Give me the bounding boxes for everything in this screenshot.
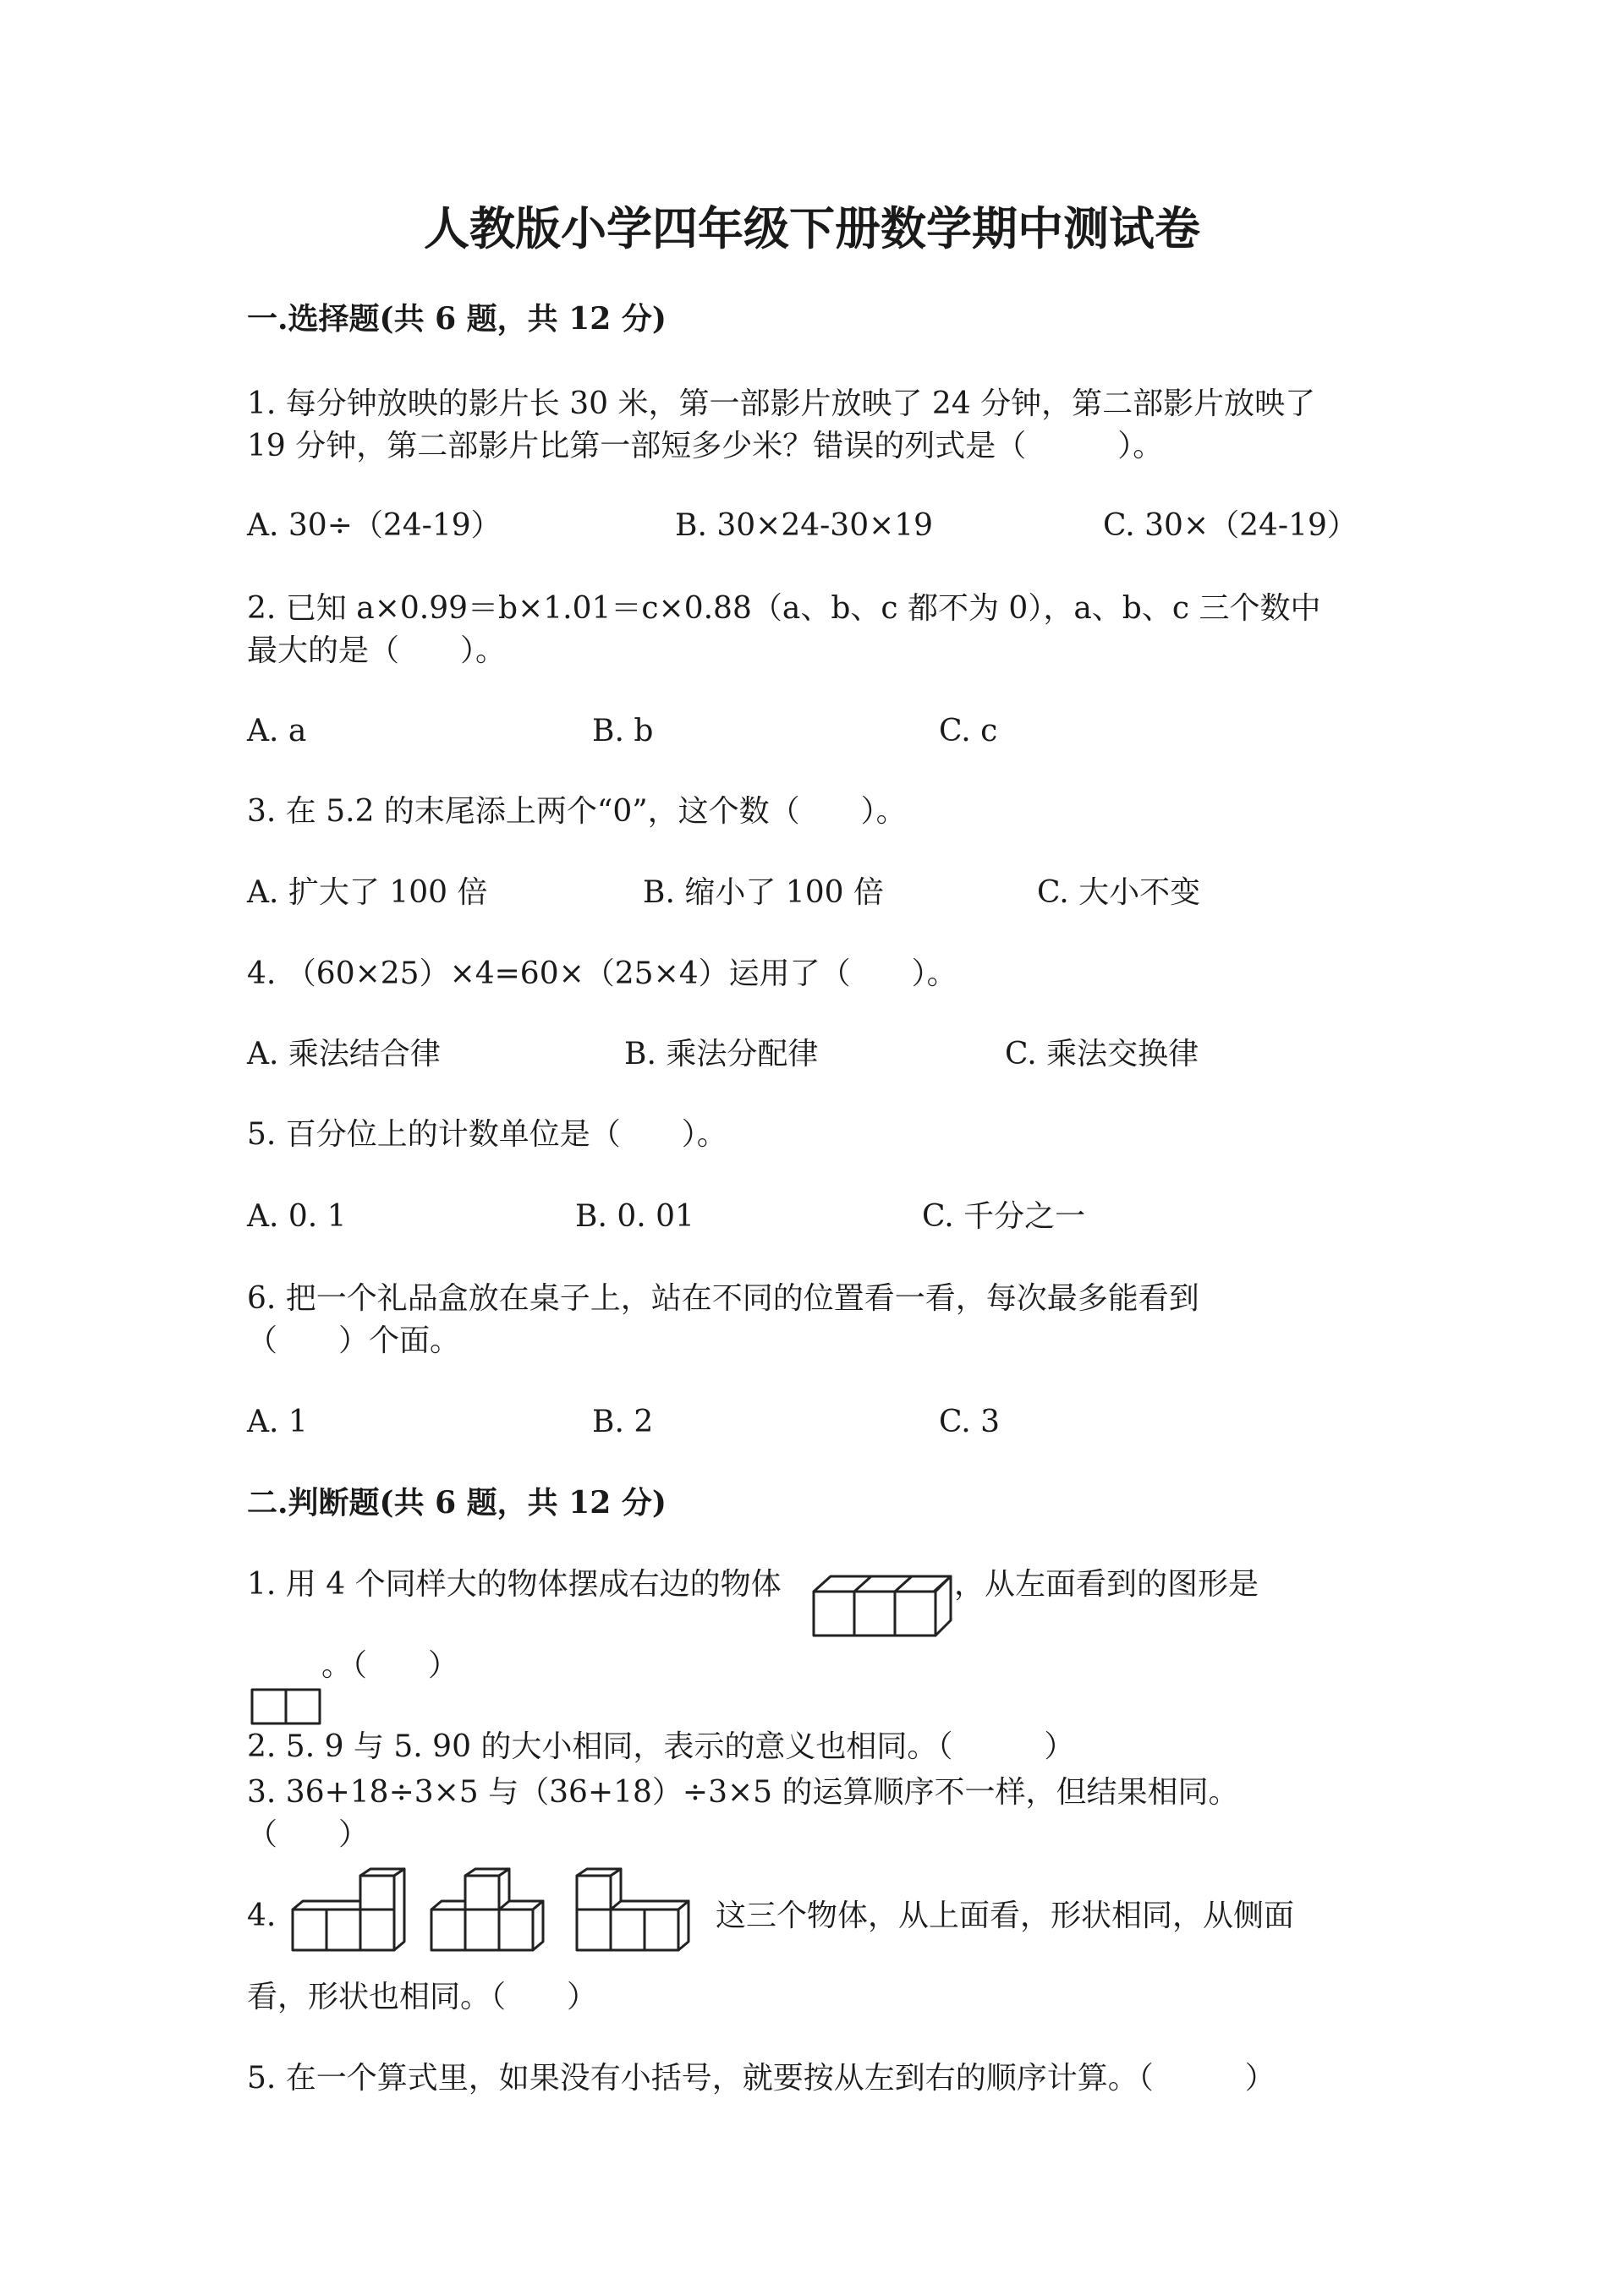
question-3-option-b: B. 缩小了 100 倍 — [643, 875, 884, 910]
left-view-two-squares-figure — [250, 1688, 323, 1725]
question-1-option-a: A. 30÷（24-19） — [247, 508, 502, 543]
question-5-option-c: C. 千分之一 — [922, 1199, 1086, 1234]
question-2-option-c: C. c — [939, 714, 998, 748]
question-2-line-2: 最大的是（ ）。 — [247, 633, 507, 668]
question-6-option-b: B. 2 — [592, 1405, 654, 1439]
section-heading-choice: 一.选择题(共 6 题，共 12 分) — [247, 301, 667, 337]
judgement-1-line-2: 。（ ） — [321, 1648, 459, 1683]
judgement-4-number: 4. — [247, 1899, 277, 1933]
question-6-line-2: （ ）个面。 — [247, 1323, 461, 1358]
question-1-option-c: C. 30×（24-19） — [1103, 508, 1358, 543]
judgement-4-line-2: 看，形状也相同。（ ） — [247, 1980, 598, 2014]
question-5-line-1: 5. 百分位上的计数单位是（ ）。 — [247, 1117, 727, 1152]
judgement-3-line-2: （ ） — [247, 1817, 370, 1852]
question-6-line-1: 6. 把一个礼品盒放在桌子上，站在不同的位置看一看，每次最多能看到 — [247, 1281, 1199, 1316]
question-4-option-b: B. 乘法分配律 — [624, 1037, 819, 1071]
question-3-option-c: C. 大小不变 — [1037, 875, 1201, 910]
question-2-line-1: 2. 已知 a×0.99＝b×1.01＝c×0.88（a、b、c 都不为 0），a、b、c 三个数中 — [247, 591, 1321, 626]
question-5-option-b: B. 0. 01 — [575, 1199, 694, 1234]
question-2-option-b: B. b — [592, 714, 654, 748]
question-6-option-a: A. 1 — [247, 1405, 308, 1439]
judgement-3-line-1: 3. 36+18÷3×5 与（36+18）÷3×5 的运算顺序不一样，但结果相同。 — [247, 1775, 1239, 1810]
judgement-5: 5. 在一个算式里，如果没有小括号，就要按从左到右的顺序计算。（ ） — [247, 2061, 1276, 2096]
section-heading-judgement: 二.判断题(共 6 题，共 12 分) — [247, 1485, 667, 1521]
question-3-line-1: 3. 在 5.2 的末尾添上两个“0”，这个数（ ）。 — [247, 794, 907, 829]
judgement-2: 2. 5. 9 与 5. 90 的大小相同，表示的意义也相同。（ ） — [247, 1729, 1075, 1764]
question-4-option-c: C. 乘法交换律 — [1005, 1037, 1199, 1071]
judgement-1-line-1-tail: ，从左面看到的图形是 — [954, 1567, 1259, 1602]
question-1-option-b: B. 30×24-30×19 — [675, 508, 934, 543]
three-block-structures-figure — [289, 1867, 704, 1954]
question-3-option-a: A. 扩大了 100 倍 — [247, 875, 488, 910]
question-2-option-a: A. a — [247, 714, 307, 748]
question-4-line-1: 4. （60×25）×4=60×（25×4）运用了（ ）。 — [247, 956, 957, 991]
question-5-option-a: A. 0. 1 — [247, 1199, 347, 1234]
judgement-4-line-1: 这三个物体，从上面看，形状相同，从侧面 — [716, 1899, 1295, 1933]
three-cube-row-figure — [812, 1573, 952, 1639]
question-4-option-a: A. 乘法结合律 — [247, 1037, 441, 1071]
judgement-1-line-1: 1. 用 4 个同样大的物体摆成右边的物体 — [247, 1567, 782, 1602]
page-title: 人教版小学四年级下册数学期中测试卷 — [424, 201, 1200, 255]
question-1-line-1: 1. 每分钟放映的影片长 30 米，第一部影片放映了 24 分钟，第二部影片放映了 — [247, 386, 1316, 421]
question-6-option-c: C. 3 — [939, 1405, 1001, 1439]
question-1-line-2: 19 分钟，第二部影片比第一部短多少米？错误的列式是（ ）。 — [247, 429, 1164, 463]
